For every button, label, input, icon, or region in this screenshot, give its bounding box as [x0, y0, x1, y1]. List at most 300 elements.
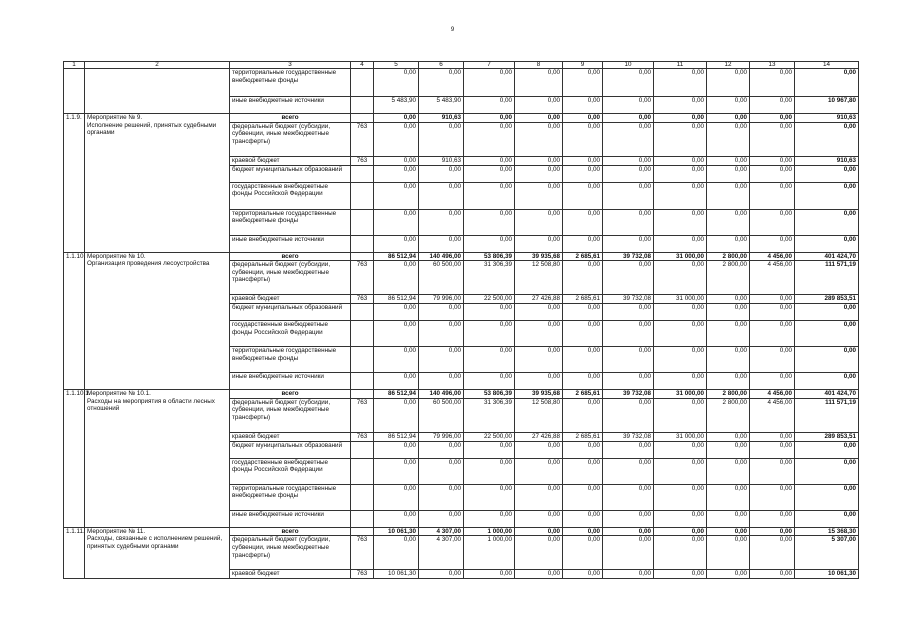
amount-cell: 0,00	[515, 373, 563, 390]
column-number-cell: 6	[419, 62, 464, 69]
amount-cell: 2 685,61	[563, 252, 603, 261]
amount-cell: 39 732,08	[603, 432, 654, 441]
table-row	[64, 114, 859, 123]
amount-cell: 0,00	[464, 570, 515, 579]
amount-cell: 0,00	[654, 570, 707, 579]
amount-cell: 22 500,00	[464, 295, 515, 304]
measure-title: Мероприятие № 11.	[87, 527, 146, 535]
amount-cell: 0,00	[419, 484, 464, 510]
amount-cell: 0,00	[374, 261, 419, 295]
funding-source: государственные внебюджетные фонды Российской Федерации	[230, 182, 351, 209]
column-number-cell: 7	[464, 62, 515, 69]
amount-cell: 0,00	[464, 484, 515, 510]
amount-cell: 0,00	[750, 114, 795, 123]
amount-cell: 4 456,00	[750, 261, 795, 295]
amount-cell: 0,00	[707, 347, 750, 373]
funding-source: государственные внебюджетные фонды Российской Федерации	[230, 458, 351, 484]
amount-cell: 0,00	[563, 536, 603, 570]
amount-cell: 2 685,61	[563, 295, 603, 304]
amount-cell: 4 307,00	[419, 536, 464, 570]
amount-cell: 0,00	[603, 398, 654, 432]
amount-cell: 0,00	[603, 373, 654, 390]
amount-cell: 0,00	[603, 527, 654, 536]
column-number-cell: 5	[374, 62, 419, 69]
amount-cell: 0,00	[464, 347, 515, 373]
amount-cell: 0,00	[419, 304, 464, 321]
amount-cell: 0,00	[707, 432, 750, 441]
amount-cell: 0,00	[515, 458, 563, 484]
amount-cell: 0,00	[464, 510, 515, 527]
budget-code	[351, 114, 374, 123]
budget-code: 763	[351, 432, 374, 441]
amount-cell: 0,00	[515, 527, 563, 536]
amount-cell: 0,00	[750, 235, 795, 252]
amount-cell: 2 800,00	[707, 390, 750, 399]
amount-cell: 0,00	[707, 235, 750, 252]
measure-name	[85, 114, 230, 253]
amount-cell: 0,00	[515, 304, 563, 321]
amount-cell: 60 500,00	[419, 398, 464, 432]
amount-cell: 0,00	[707, 458, 750, 484]
amount-cell: 0,00	[563, 165, 603, 182]
amount-cell: 0,00	[419, 321, 464, 347]
funding-source: краевой бюджет	[230, 570, 351, 579]
budget-code	[351, 304, 374, 321]
total-amount: 111 571,19	[795, 398, 859, 432]
amount-cell: 0,00	[603, 458, 654, 484]
funding-source: государственные внебюджетные фонды Российской Федерации	[230, 321, 351, 347]
amount-cell: 0,00	[750, 182, 795, 209]
amount-cell: 86 512,94	[374, 295, 419, 304]
amount-cell: 0,00	[654, 209, 707, 235]
budget-code: 763	[351, 536, 374, 570]
measure-number: 1.1.11.	[64, 527, 85, 579]
budget-code: 763	[351, 570, 374, 579]
funding-source: федеральный бюджет (субсидии, субвенции, иные межбюджетные трансферты)	[230, 261, 351, 295]
amount-cell: 86 512,94	[374, 390, 419, 399]
amount-cell: 0,00	[707, 295, 750, 304]
amount-cell: 0,00	[707, 373, 750, 390]
amount-cell: 53 806,39	[464, 390, 515, 399]
amount-cell: 0,00	[654, 536, 707, 570]
amount-cell: 39 732,08	[603, 252, 654, 261]
amount-cell: 10 061,30	[374, 570, 419, 579]
amount-cell: 31 000,00	[654, 295, 707, 304]
amount-cell: 12 508,80	[515, 261, 563, 295]
amount-cell: 0,00	[419, 347, 464, 373]
amount-cell: 0,00	[563, 261, 603, 295]
amount-cell: 0,00	[419, 209, 464, 235]
amount-cell: 0,00	[515, 165, 563, 182]
column-number-row	[64, 62, 859, 69]
amount-cell: 0,00	[654, 510, 707, 527]
budget-code	[351, 390, 374, 399]
total-amount: 10 061,30	[795, 570, 859, 579]
amount-cell: 79 996,00	[419, 295, 464, 304]
amount-cell: 0,00	[603, 235, 654, 252]
budget-code	[351, 347, 374, 373]
budget-code	[351, 69, 374, 97]
funding-source: всего	[230, 114, 351, 123]
amount-cell: 0,00	[603, 114, 654, 123]
amount-cell: 0,00	[374, 114, 419, 123]
amount-cell: 79 996,00	[419, 432, 464, 441]
amount-cell: 0,00	[707, 570, 750, 579]
amount-cell: 39 732,08	[603, 390, 654, 399]
funding-source: иные внебюджетные источники	[230, 97, 351, 114]
budget-code	[351, 97, 374, 114]
amount-cell: 0,00	[464, 165, 515, 182]
amount-cell: 22 500,00	[464, 432, 515, 441]
amount-cell: 39 935,68	[515, 252, 563, 261]
amount-cell: 0,00	[603, 156, 654, 165]
amount-cell: 0,00	[563, 156, 603, 165]
amount-cell: 0,00	[750, 441, 795, 458]
amount-cell: 0,00	[515, 570, 563, 579]
amount-cell: 31 306,39	[464, 261, 515, 295]
amount-cell: 0,00	[515, 182, 563, 209]
amount-cell: 86 512,94	[374, 432, 419, 441]
amount-cell: 0,00	[563, 321, 603, 347]
amount-cell: 0,00	[374, 304, 419, 321]
amount-cell: 0,00	[374, 165, 419, 182]
amount-cell: 0,00	[707, 165, 750, 182]
amount-cell: 910,63	[419, 156, 464, 165]
amount-cell: 0,00	[374, 398, 419, 432]
amount-cell: 0,00	[419, 235, 464, 252]
amount-cell: 0,00	[563, 235, 603, 252]
amount-cell: 0,00	[419, 165, 464, 182]
amount-cell: 0,00	[563, 484, 603, 510]
amount-cell: 0,00	[750, 304, 795, 321]
amount-cell: 0,00	[419, 510, 464, 527]
budget-code	[351, 484, 374, 510]
budget-code: 763	[351, 122, 374, 156]
amount-cell: 86 512,94	[374, 252, 419, 261]
budget-code: 763	[351, 295, 374, 304]
amount-cell: 1 000,00	[464, 527, 515, 536]
budget-code	[351, 441, 374, 458]
funding-source: всего	[230, 252, 351, 261]
total-amount: 401 424,70	[795, 390, 859, 399]
column-number-cell: 4	[351, 62, 374, 69]
amount-cell: 31 000,00	[654, 252, 707, 261]
amount-cell: 0,00	[750, 97, 795, 114]
funding-source: иные внебюджетные источники	[230, 373, 351, 390]
funding-source: бюджет муниципальных образований	[230, 165, 351, 182]
budget-code	[351, 209, 374, 235]
budget-table	[63, 61, 859, 579]
budget-code	[351, 182, 374, 209]
amount-cell: 2 685,61	[563, 390, 603, 399]
measure-title: Мероприятие № 10.	[87, 252, 146, 260]
measure-description: Расходы, связанные с исполнением решений, принятых судебными органами	[87, 535, 223, 550]
amount-cell: 0,00	[374, 156, 419, 165]
total-amount: 0,00	[795, 122, 859, 156]
amount-cell: 0,00	[603, 69, 654, 97]
amount-cell: 53 806,39	[464, 252, 515, 261]
amount-cell: 0,00	[603, 510, 654, 527]
amount-cell: 0,00	[707, 527, 750, 536]
measure-number: 1.1.10.	[64, 252, 85, 390]
amount-cell: 0,00	[603, 209, 654, 235]
amount-cell: 0,00	[603, 122, 654, 156]
amount-cell: 0,00	[563, 398, 603, 432]
amount-cell: 0,00	[654, 458, 707, 484]
amount-cell: 0,00	[707, 536, 750, 570]
amount-cell: 0,00	[707, 97, 750, 114]
table-row	[64, 69, 859, 97]
amount-cell: 0,00	[515, 347, 563, 373]
measure-description: Расходы на мероприятия в области лесных отношений	[87, 397, 215, 413]
amount-cell: 0,00	[464, 209, 515, 235]
amount-cell: 0,00	[464, 321, 515, 347]
budget-code: 763	[351, 398, 374, 432]
amount-cell: 0,00	[563, 209, 603, 235]
page-number: 9	[450, 27, 455, 33]
amount-cell: 0,00	[374, 536, 419, 570]
amount-cell: 0,00	[654, 235, 707, 252]
amount-cell: 0,00	[515, 536, 563, 570]
amount-cell: 0,00	[707, 441, 750, 458]
amount-cell: 0,00	[654, 527, 707, 536]
amount-cell: 0,00	[464, 373, 515, 390]
table-row	[64, 527, 859, 536]
amount-cell: 0,00	[515, 510, 563, 527]
amount-cell: 0,00	[374, 321, 419, 347]
amount-cell: 0,00	[603, 570, 654, 579]
funding-source: всего	[230, 390, 351, 399]
amount-cell: 0,00	[603, 441, 654, 458]
amount-cell: 0,00	[603, 182, 654, 209]
funding-source: территориальные государственные внебюджетные фонды	[230, 69, 351, 97]
amount-cell: 0,00	[563, 441, 603, 458]
amount-cell: 0,00	[515, 209, 563, 235]
amount-cell: 0,00	[603, 484, 654, 510]
amount-cell: 0,00	[654, 373, 707, 390]
amount-cell: 0,00	[374, 458, 419, 484]
amount-cell: 0,00	[603, 304, 654, 321]
amount-cell: 4 456,00	[750, 252, 795, 261]
column-number-cell: 9	[563, 62, 603, 69]
amount-cell: 2 800,00	[707, 252, 750, 261]
amount-cell: 0,00	[750, 295, 795, 304]
funding-source: федеральный бюджет (субсидии, субвенции, иные межбюджетные трансферты)	[230, 536, 351, 570]
column-number-cell: 14	[795, 62, 859, 69]
amount-cell: 0,00	[654, 97, 707, 114]
total-amount: 15 368,30	[795, 527, 859, 536]
amount-cell: 0,00	[750, 458, 795, 484]
total-amount: 0,00	[795, 69, 859, 97]
measure-description: Организация проведения лесоустройства	[87, 260, 210, 268]
amount-cell: 31 306,39	[464, 398, 515, 432]
amount-cell: 0,00	[563, 347, 603, 373]
amount-cell: 0,00	[707, 510, 750, 527]
amount-cell: 140 496,00	[419, 390, 464, 399]
funding-source: всего	[230, 527, 351, 536]
amount-cell: 0,00	[750, 347, 795, 373]
funding-source: краевой бюджет	[230, 156, 351, 165]
funding-source: федеральный бюджет (субсидии, субвенции, иные межбюджетные трансферты)	[230, 398, 351, 432]
table-row	[64, 390, 859, 399]
amount-cell: 0,00	[515, 235, 563, 252]
column-number-cell: 2	[85, 62, 230, 69]
amount-cell: 0,00	[464, 69, 515, 97]
amount-cell: 2 800,00	[707, 398, 750, 432]
amount-cell: 0,00	[419, 373, 464, 390]
amount-cell: 0,00	[654, 441, 707, 458]
amount-cell: 0,00	[654, 165, 707, 182]
amount-cell: 1 000,00	[464, 536, 515, 570]
amount-cell: 0,00	[464, 235, 515, 252]
amount-cell: 0,00	[464, 458, 515, 484]
amount-cell: 0,00	[603, 321, 654, 347]
total-amount: 10 967,80	[795, 97, 859, 114]
amount-cell: 0,00	[563, 182, 603, 209]
total-amount: 0,00	[795, 209, 859, 235]
amount-cell: 0,00	[750, 510, 795, 527]
total-amount: 0,00	[795, 165, 859, 182]
budget-code	[351, 252, 374, 261]
amount-cell: 0,00	[707, 114, 750, 123]
total-amount: 0,00	[795, 235, 859, 252]
amount-cell: 0,00	[515, 69, 563, 97]
amount-cell: 27 426,88	[515, 432, 563, 441]
amount-cell: 0,00	[750, 527, 795, 536]
amount-cell: 0,00	[707, 209, 750, 235]
budget-code	[351, 458, 374, 484]
amount-cell: 0,00	[374, 347, 419, 373]
column-number-cell: 11	[654, 62, 707, 69]
funding-source: иные внебюджетные источники	[230, 510, 351, 527]
amount-cell: 0,00	[750, 122, 795, 156]
funding-source: краевой бюджет	[230, 295, 351, 304]
budget-code: 763	[351, 156, 374, 165]
amount-cell: 0,00	[750, 432, 795, 441]
amount-cell: 0,00	[654, 484, 707, 510]
amount-cell: 39 732,08	[603, 295, 654, 304]
total-amount: 289 853,51	[795, 432, 859, 441]
amount-cell: 0,00	[750, 165, 795, 182]
amount-cell: 39 935,68	[515, 390, 563, 399]
amount-cell: 12 508,80	[515, 398, 563, 432]
budget-code	[351, 373, 374, 390]
total-amount: 401 424,70	[795, 252, 859, 261]
amount-cell: 0,00	[654, 398, 707, 432]
measure-number: 1.1.9.	[64, 114, 85, 253]
amount-cell: 0,00	[464, 114, 515, 123]
budget-code	[351, 510, 374, 527]
amount-cell: 0,00	[707, 182, 750, 209]
amount-cell: 31 000,00	[654, 432, 707, 441]
amount-cell: 0,00	[419, 441, 464, 458]
amount-cell: 0,00	[563, 373, 603, 390]
total-amount: 0,00	[795, 321, 859, 347]
amount-cell: 0,00	[750, 321, 795, 347]
amount-cell: 0,00	[374, 69, 419, 97]
amount-cell: 0,00	[603, 165, 654, 182]
amount-cell: 0,00	[464, 97, 515, 114]
amount-cell: 0,00	[515, 321, 563, 347]
funding-source: краевой бюджет	[230, 432, 351, 441]
total-amount: 0,00	[795, 458, 859, 484]
amount-cell: 27 426,88	[515, 295, 563, 304]
funding-source: территориальные государственные внебюджетные фонды	[230, 209, 351, 235]
amount-cell: 0,00	[563, 69, 603, 97]
amount-cell: 0,00	[563, 114, 603, 123]
amount-cell: 0,00	[374, 209, 419, 235]
amount-cell: 0,00	[563, 570, 603, 579]
total-amount: 0,00	[795, 182, 859, 209]
amount-cell: 0,00	[654, 114, 707, 123]
total-amount: 0,00	[795, 347, 859, 373]
total-amount: 289 853,51	[795, 295, 859, 304]
funding-source: иные внебюджетные источники	[230, 235, 351, 252]
column-number-cell: 1	[64, 62, 85, 69]
amount-cell: 10 061,30	[374, 527, 419, 536]
total-amount: 111 571,19	[795, 261, 859, 295]
amount-cell: 0,00	[563, 458, 603, 484]
amount-cell: 140 496,00	[419, 252, 464, 261]
amount-cell: 0,00	[654, 182, 707, 209]
amount-cell: 0,00	[750, 570, 795, 579]
total-amount: 0,00	[795, 510, 859, 527]
amount-cell: 0,00	[419, 458, 464, 484]
amount-cell: 0,00	[654, 321, 707, 347]
amount-cell: 0,00	[750, 373, 795, 390]
total-amount: 0,00	[795, 484, 859, 510]
amount-cell: 0,00	[750, 69, 795, 97]
amount-cell: 0,00	[707, 321, 750, 347]
amount-cell: 2 685,61	[563, 432, 603, 441]
amount-cell: 0,00	[563, 304, 603, 321]
amount-cell: 0,00	[419, 570, 464, 579]
amount-cell: 0,00	[563, 527, 603, 536]
amount-cell: 0,00	[515, 484, 563, 510]
amount-cell: 0,00	[707, 69, 750, 97]
funding-source: территориальные государственные внебюджетные фонды	[230, 347, 351, 373]
total-amount: 910,63	[795, 114, 859, 123]
amount-cell: 0,00	[654, 261, 707, 295]
amount-cell: 0,00	[654, 69, 707, 97]
amount-cell: 5 483,90	[419, 97, 464, 114]
budget-code	[351, 527, 374, 536]
amount-cell: 0,00	[464, 182, 515, 209]
amount-cell: 0,00	[750, 156, 795, 165]
total-amount: 0,00	[795, 441, 859, 458]
amount-cell: 0,00	[563, 97, 603, 114]
amount-cell: 0,00	[374, 122, 419, 156]
budget-code	[351, 321, 374, 347]
amount-cell: 60 500,00	[419, 261, 464, 295]
amount-cell: 0,00	[707, 122, 750, 156]
amount-cell: 0,00	[515, 441, 563, 458]
amount-cell: 0,00	[515, 114, 563, 123]
measure-name	[85, 527, 230, 579]
table-row	[64, 252, 859, 261]
column-number-cell: 8	[515, 62, 563, 69]
amount-cell: 5 483,90	[374, 97, 419, 114]
funding-source: бюджет муниципальных образований	[230, 304, 351, 321]
amount-cell: 4 307,00	[419, 527, 464, 536]
amount-cell: 0,00	[603, 261, 654, 295]
amount-cell: 0,00	[707, 304, 750, 321]
measure-name	[85, 69, 230, 114]
amount-cell: 0,00	[515, 97, 563, 114]
measure-number	[64, 69, 85, 114]
amount-cell: 0,00	[563, 510, 603, 527]
amount-cell: 0,00	[654, 347, 707, 373]
